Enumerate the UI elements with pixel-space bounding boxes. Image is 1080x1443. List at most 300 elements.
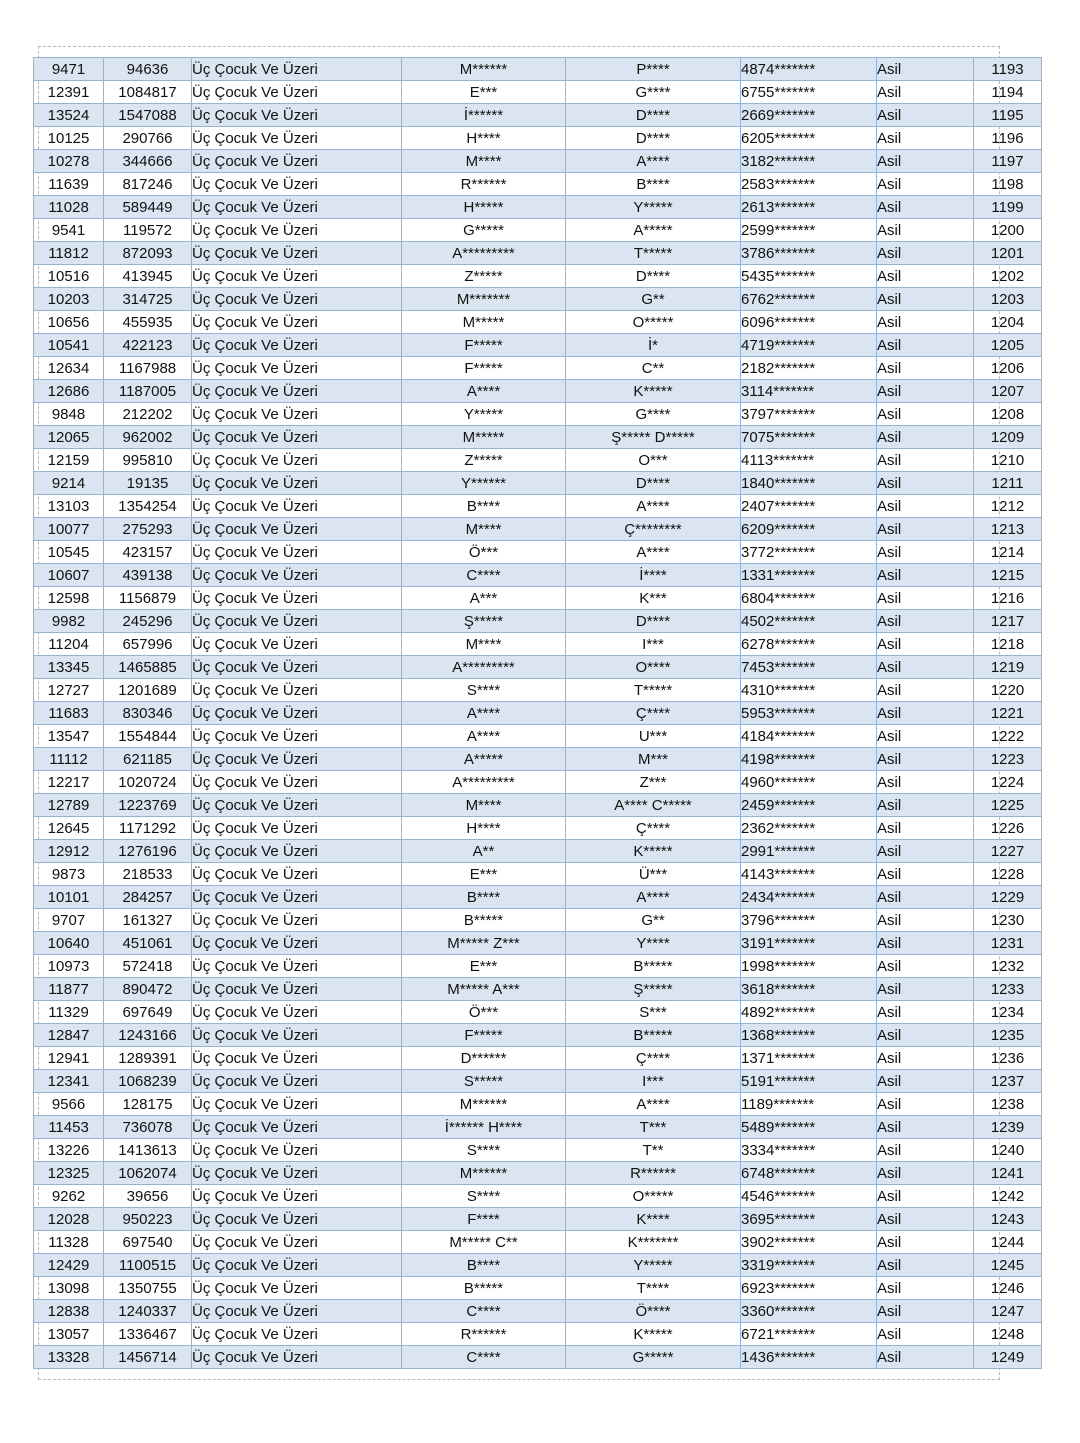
- table-row: [34, 725, 1042, 748]
- cell-sira: 1240: [974, 1139, 1042, 1162]
- cell-durum: Asil: [877, 127, 974, 150]
- cell-basvuru-no: 1187005: [104, 380, 192, 403]
- cell-sira-no: 11639: [34, 173, 104, 196]
- table-row: [34, 150, 1042, 173]
- cell-tc-kimlik-no: 3797*******: [741, 403, 877, 426]
- cell-kategori: Üç Çocuk Ve Üzeri: [192, 426, 402, 449]
- cell-sira: 1245: [974, 1254, 1042, 1277]
- cell-sira-no: 12634: [34, 357, 104, 380]
- table-row: [34, 656, 1042, 679]
- table-row: [34, 564, 1042, 587]
- table-row: [34, 1254, 1042, 1277]
- cell-sira: 1237: [974, 1070, 1042, 1093]
- cell-tc-kimlik-no: 3319*******: [741, 1254, 877, 1277]
- cell-sira-no: 12065: [34, 426, 104, 449]
- cell-durum: Asil: [877, 1116, 974, 1139]
- table-row: [34, 495, 1042, 518]
- cell-durum: Asil: [877, 288, 974, 311]
- cell-sira: 1218: [974, 633, 1042, 656]
- cell-kategori: Üç Çocuk Ve Üzeri: [192, 1185, 402, 1208]
- cell-basvuru-no: 1354254: [104, 495, 192, 518]
- cell-basvuru-no: 1167988: [104, 357, 192, 380]
- cell-kategori: Üç Çocuk Ve Üzeri: [192, 541, 402, 564]
- cell-sira: 1247: [974, 1300, 1042, 1323]
- cell-durum: Asil: [877, 173, 974, 196]
- cell-kategori: Üç Çocuk Ve Üzeri: [192, 495, 402, 518]
- cell-basvuru-no: 314725: [104, 288, 192, 311]
- cell-ad: F*****: [402, 1024, 566, 1047]
- cell-basvuru-no: 451061: [104, 932, 192, 955]
- cell-basvuru-no: 1068239: [104, 1070, 192, 1093]
- table-row: [34, 1001, 1042, 1024]
- cell-tc-kimlik-no: 4502*******: [741, 610, 877, 633]
- cell-sira-no: 10656: [34, 311, 104, 334]
- cell-sira-no: 11204: [34, 633, 104, 656]
- bottom-dashed-frame-line: [38, 1379, 1000, 1380]
- cell-ad: M******: [402, 58, 566, 81]
- cell-soyad: Ş*****: [566, 978, 741, 1001]
- cell-sira-no: 10203: [34, 288, 104, 311]
- cell-durum: Asil: [877, 150, 974, 173]
- cell-sira: 1232: [974, 955, 1042, 978]
- table-row: [34, 265, 1042, 288]
- cell-soyad: A****: [566, 1093, 741, 1116]
- cell-durum: Asil: [877, 1162, 974, 1185]
- cell-soyad: K****: [566, 1208, 741, 1231]
- table-row: [34, 449, 1042, 472]
- cell-basvuru-no: 1336467: [104, 1323, 192, 1346]
- cell-durum: Asil: [877, 909, 974, 932]
- table-row: [34, 771, 1042, 794]
- cell-ad: B****: [402, 1254, 566, 1277]
- cell-tc-kimlik-no: 3902*******: [741, 1231, 877, 1254]
- cell-durum: Asil: [877, 426, 974, 449]
- cell-soyad: K*******: [566, 1231, 741, 1254]
- cell-durum: Asil: [877, 978, 974, 1001]
- table-row: [34, 1185, 1042, 1208]
- cell-durum: Asil: [877, 610, 974, 633]
- cell-sira-no: 9707: [34, 909, 104, 932]
- cell-basvuru-no: 275293: [104, 518, 192, 541]
- cell-tc-kimlik-no: 6721*******: [741, 1323, 877, 1346]
- cell-soyad: K*****: [566, 380, 741, 403]
- cell-basvuru-no: 1456714: [104, 1346, 192, 1369]
- cell-soyad: C**: [566, 357, 741, 380]
- cell-sira: 1193: [974, 58, 1042, 81]
- cell-tc-kimlik-no: 5953*******: [741, 702, 877, 725]
- cell-sira: 1248: [974, 1323, 1042, 1346]
- cell-ad: R******: [402, 1323, 566, 1346]
- cell-sira: 1195: [974, 104, 1042, 127]
- cell-sira-no: 10125: [34, 127, 104, 150]
- cell-tc-kimlik-no: 6923*******: [741, 1277, 877, 1300]
- cell-ad: M****: [402, 794, 566, 817]
- cell-kategori: Üç Çocuk Ve Üzeri: [192, 564, 402, 587]
- cell-basvuru-no: 1020724: [104, 771, 192, 794]
- cell-kategori: Üç Çocuk Ve Üzeri: [192, 656, 402, 679]
- cell-tc-kimlik-no: 1840*******: [741, 472, 877, 495]
- cell-sira-no: 12598: [34, 587, 104, 610]
- cell-sira: 1221: [974, 702, 1042, 725]
- cell-durum: Asil: [877, 265, 974, 288]
- cell-durum: Asil: [877, 1047, 974, 1070]
- cell-sira: 1226: [974, 817, 1042, 840]
- cell-basvuru-no: 1201689: [104, 679, 192, 702]
- cell-sira-no: 10545: [34, 541, 104, 564]
- cell-ad: B****: [402, 495, 566, 518]
- cell-soyad: A****: [566, 150, 741, 173]
- cell-basvuru-no: 950223: [104, 1208, 192, 1231]
- cell-basvuru-no: 128175: [104, 1093, 192, 1116]
- cell-tc-kimlik-no: 4892*******: [741, 1001, 877, 1024]
- cell-sira: 1239: [974, 1116, 1042, 1139]
- cell-sira-no: 10640: [34, 932, 104, 955]
- cell-kategori: Üç Çocuk Ve Üzeri: [192, 1300, 402, 1323]
- cell-kategori: Üç Çocuk Ve Üzeri: [192, 1277, 402, 1300]
- cell-durum: Asil: [877, 357, 974, 380]
- cell-sira: 1211: [974, 472, 1042, 495]
- cell-durum: Asil: [877, 1300, 974, 1323]
- table-row: [34, 748, 1042, 771]
- cell-sira-no: 12028: [34, 1208, 104, 1231]
- cell-basvuru-no: 1171292: [104, 817, 192, 840]
- cell-kategori: Üç Çocuk Ve Üzeri: [192, 1346, 402, 1369]
- cell-tc-kimlik-no: 6209*******: [741, 518, 877, 541]
- table-row: [34, 587, 1042, 610]
- cell-kategori: Üç Çocuk Ve Üzeri: [192, 449, 402, 472]
- cell-ad: M***** Z***: [402, 932, 566, 955]
- cell-durum: Asil: [877, 242, 974, 265]
- cell-sira-no: 9982: [34, 610, 104, 633]
- cell-sira: 1197: [974, 150, 1042, 173]
- cell-tc-kimlik-no: 5435*******: [741, 265, 877, 288]
- cell-durum: Asil: [877, 886, 974, 909]
- table-row: [34, 1300, 1042, 1323]
- cell-sira: 1230: [974, 909, 1042, 932]
- cell-sira-no: 12727: [34, 679, 104, 702]
- cell-sira: 1229: [974, 886, 1042, 909]
- cell-basvuru-no: 161327: [104, 909, 192, 932]
- cell-sira: 1207: [974, 380, 1042, 403]
- cell-tc-kimlik-no: 2407*******: [741, 495, 877, 518]
- cell-sira-no: 9541: [34, 219, 104, 242]
- cell-durum: Asil: [877, 794, 974, 817]
- cell-durum: Asil: [877, 219, 974, 242]
- cell-kategori: Üç Çocuk Ve Üzeri: [192, 1323, 402, 1346]
- cell-basvuru-no: 1062074: [104, 1162, 192, 1185]
- cell-soyad: T*****: [566, 242, 741, 265]
- cell-tc-kimlik-no: 3618*******: [741, 978, 877, 1001]
- table-row: [34, 81, 1042, 104]
- cell-sira-no: 12325: [34, 1162, 104, 1185]
- cell-ad: B*****: [402, 1277, 566, 1300]
- cell-durum: Asil: [877, 1277, 974, 1300]
- cell-sira: 1200: [974, 219, 1042, 242]
- cell-kategori: Üç Çocuk Ve Üzeri: [192, 1208, 402, 1231]
- cell-soyad: I***: [566, 633, 741, 656]
- cell-kategori: Üç Çocuk Ve Üzeri: [192, 173, 402, 196]
- cell-sira-no: 13098: [34, 1277, 104, 1300]
- cell-sira-no: 12847: [34, 1024, 104, 1047]
- cell-sira: 1208: [974, 403, 1042, 426]
- cell-soyad: I***: [566, 1070, 741, 1093]
- cell-soyad: A****: [566, 495, 741, 518]
- cell-durum: Asil: [877, 702, 974, 725]
- cell-sira: 1206: [974, 357, 1042, 380]
- table-row: [34, 1346, 1042, 1369]
- cell-tc-kimlik-no: 4546*******: [741, 1185, 877, 1208]
- table-row: [34, 679, 1042, 702]
- cell-ad: E***: [402, 81, 566, 104]
- cell-sira: 1249: [974, 1346, 1042, 1369]
- cell-ad: A*********: [402, 771, 566, 794]
- cell-sira: 1235: [974, 1024, 1042, 1047]
- cell-soyad: T****: [566, 1277, 741, 1300]
- cell-basvuru-no: 1465885: [104, 656, 192, 679]
- cell-tc-kimlik-no: 6804*******: [741, 587, 877, 610]
- cell-durum: Asil: [877, 196, 974, 219]
- cell-durum: Asil: [877, 1139, 974, 1162]
- cell-ad: S*****: [402, 1070, 566, 1093]
- cell-soyad: Z***: [566, 771, 741, 794]
- cell-basvuru-no: 572418: [104, 955, 192, 978]
- cell-tc-kimlik-no: 1189*******: [741, 1093, 877, 1116]
- cell-durum: Asil: [877, 380, 974, 403]
- cell-kategori: Üç Çocuk Ve Üzeri: [192, 288, 402, 311]
- cell-sira: 1198: [974, 173, 1042, 196]
- cell-basvuru-no: 1413613: [104, 1139, 192, 1162]
- cell-basvuru-no: 890472: [104, 978, 192, 1001]
- cell-sira-no: 12645: [34, 817, 104, 840]
- cell-sira: 1223: [974, 748, 1042, 771]
- cell-tc-kimlik-no: 6755*******: [741, 81, 877, 104]
- cell-basvuru-no: 290766: [104, 127, 192, 150]
- cell-sira-no: 11112: [34, 748, 104, 771]
- cell-durum: Asil: [877, 748, 974, 771]
- cell-kategori: Üç Çocuk Ve Üzeri: [192, 219, 402, 242]
- cell-sira: 1246: [974, 1277, 1042, 1300]
- cell-durum: Asil: [877, 1001, 974, 1024]
- cell-sira: 1234: [974, 1001, 1042, 1024]
- cell-kategori: Üç Çocuk Ve Üzeri: [192, 242, 402, 265]
- cell-sira: 1231: [974, 932, 1042, 955]
- cell-soyad: Ç****: [566, 817, 741, 840]
- table-row: [34, 702, 1042, 725]
- cell-ad: H****: [402, 127, 566, 150]
- cell-durum: Asil: [877, 58, 974, 81]
- cell-kategori: Üç Çocuk Ve Üzeri: [192, 633, 402, 656]
- cell-tc-kimlik-no: 5191*******: [741, 1070, 877, 1093]
- cell-ad: Z*****: [402, 449, 566, 472]
- cell-basvuru-no: 830346: [104, 702, 192, 725]
- cell-tc-kimlik-no: 3191*******: [741, 932, 877, 955]
- cell-kategori: Üç Çocuk Ve Üzeri: [192, 978, 402, 1001]
- cell-sira: 1213: [974, 518, 1042, 541]
- cell-basvuru-no: 1084817: [104, 81, 192, 104]
- cell-kategori: Üç Çocuk Ve Üzeri: [192, 863, 402, 886]
- cell-sira-no: 12686: [34, 380, 104, 403]
- cell-basvuru-no: 962002: [104, 426, 192, 449]
- table-row: [34, 334, 1042, 357]
- cell-ad: A*********: [402, 656, 566, 679]
- cell-tc-kimlik-no: 3786*******: [741, 242, 877, 265]
- cell-kategori: Üç Çocuk Ve Üzeri: [192, 1093, 402, 1116]
- cell-sira: 1219: [974, 656, 1042, 679]
- table-row: [34, 472, 1042, 495]
- cell-sira-no: 11812: [34, 242, 104, 265]
- cell-durum: Asil: [877, 1070, 974, 1093]
- cell-kategori: Üç Çocuk Ve Üzeri: [192, 311, 402, 334]
- table-row: [34, 1162, 1042, 1185]
- cell-kategori: Üç Çocuk Ve Üzeri: [192, 58, 402, 81]
- cell-durum: Asil: [877, 81, 974, 104]
- cell-tc-kimlik-no: 1998*******: [741, 955, 877, 978]
- cell-soyad: T**: [566, 1139, 741, 1162]
- table-row: [34, 794, 1042, 817]
- cell-soyad: B*****: [566, 1024, 741, 1047]
- cell-tc-kimlik-no: 6096*******: [741, 311, 877, 334]
- cell-ad: F*****: [402, 334, 566, 357]
- cell-basvuru-no: 736078: [104, 1116, 192, 1139]
- cell-sira-no: 11683: [34, 702, 104, 725]
- cell-ad: B*****: [402, 909, 566, 932]
- cell-soyad: K*****: [566, 840, 741, 863]
- cell-soyad: D****: [566, 127, 741, 150]
- cell-durum: Asil: [877, 1231, 974, 1254]
- cell-soyad: T*****: [566, 679, 741, 702]
- cell-ad: E***: [402, 863, 566, 886]
- cell-sira-no: 9873: [34, 863, 104, 886]
- cell-ad: Ö***: [402, 1001, 566, 1024]
- cell-basvuru-no: 19135: [104, 472, 192, 495]
- cell-ad: A****: [402, 380, 566, 403]
- cell-tc-kimlik-no: 2669*******: [741, 104, 877, 127]
- cell-tc-kimlik-no: 6205*******: [741, 127, 877, 150]
- cell-sira-no: 11877: [34, 978, 104, 1001]
- cell-sira-no: 10541: [34, 334, 104, 357]
- table-row: [34, 886, 1042, 909]
- table-row: [34, 1208, 1042, 1231]
- cell-sira-no: 13226: [34, 1139, 104, 1162]
- table-row: [34, 127, 1042, 150]
- cell-soyad: Y*****: [566, 196, 741, 219]
- cell-soyad: Y****: [566, 932, 741, 955]
- cell-soyad: G**: [566, 909, 741, 932]
- cell-sira-no: 10607: [34, 564, 104, 587]
- cell-durum: Asil: [877, 633, 974, 656]
- cell-soyad: Ü***: [566, 863, 741, 886]
- cell-soyad: K***: [566, 587, 741, 610]
- cell-kategori: Üç Çocuk Ve Üzeri: [192, 380, 402, 403]
- cell-kategori: Üç Çocuk Ve Üzeri: [192, 886, 402, 909]
- cell-durum: Asil: [877, 771, 974, 794]
- cell-ad: F****: [402, 1208, 566, 1231]
- cell-sira-no: 10278: [34, 150, 104, 173]
- cell-soyad: M***: [566, 748, 741, 771]
- cell-sira-no: 12941: [34, 1047, 104, 1070]
- cell-durum: Asil: [877, 587, 974, 610]
- cell-basvuru-no: 439138: [104, 564, 192, 587]
- cell-tc-kimlik-no: 2599*******: [741, 219, 877, 242]
- cell-tc-kimlik-no: 3796*******: [741, 909, 877, 932]
- cell-ad: C****: [402, 1346, 566, 1369]
- cell-sira-no: 12912: [34, 840, 104, 863]
- cell-durum: Asil: [877, 817, 974, 840]
- cell-sira: 1243: [974, 1208, 1042, 1231]
- table-row: [34, 426, 1042, 449]
- cell-ad: A****: [402, 725, 566, 748]
- cell-ad: S****: [402, 1185, 566, 1208]
- table-row: [34, 311, 1042, 334]
- cell-sira-no: 13345: [34, 656, 104, 679]
- cell-sira: 1217: [974, 610, 1042, 633]
- cell-tc-kimlik-no: 3114*******: [741, 380, 877, 403]
- cell-ad: Z*****: [402, 265, 566, 288]
- cell-ad: A***: [402, 587, 566, 610]
- cell-basvuru-no: 422123: [104, 334, 192, 357]
- cell-tc-kimlik-no: 2583*******: [741, 173, 877, 196]
- table-row: [34, 518, 1042, 541]
- cell-kategori: Üç Çocuk Ve Üzeri: [192, 771, 402, 794]
- cell-durum: Asil: [877, 104, 974, 127]
- table-row: [34, 1116, 1042, 1139]
- table-row: [34, 840, 1042, 863]
- cell-kategori: Üç Çocuk Ve Üzeri: [192, 81, 402, 104]
- cell-kategori: Üç Çocuk Ve Üzeri: [192, 702, 402, 725]
- cell-tc-kimlik-no: 2613*******: [741, 196, 877, 219]
- cell-basvuru-no: 621185: [104, 748, 192, 771]
- cell-sira: 1241: [974, 1162, 1042, 1185]
- cell-sira: 1214: [974, 541, 1042, 564]
- cell-basvuru-no: 212202: [104, 403, 192, 426]
- cell-tc-kimlik-no: 1371*******: [741, 1047, 877, 1070]
- cell-ad: S****: [402, 679, 566, 702]
- cell-durum: Asil: [877, 334, 974, 357]
- cell-kategori: Üç Çocuk Ve Üzeri: [192, 1001, 402, 1024]
- cell-durum: Asil: [877, 840, 974, 863]
- cell-basvuru-no: 817246: [104, 173, 192, 196]
- table-row: [34, 1047, 1042, 1070]
- cell-kategori: Üç Çocuk Ve Üzeri: [192, 840, 402, 863]
- cell-sira: 1242: [974, 1185, 1042, 1208]
- cell-sira-no: 13057: [34, 1323, 104, 1346]
- cell-basvuru-no: 1240337: [104, 1300, 192, 1323]
- cell-soyad: Y*****: [566, 1254, 741, 1277]
- cell-kategori: Üç Çocuk Ve Üzeri: [192, 334, 402, 357]
- table-row: [34, 1139, 1042, 1162]
- cell-ad: M****: [402, 633, 566, 656]
- cell-kategori: Üç Çocuk Ve Üzeri: [192, 955, 402, 978]
- cell-sira-no: 10516: [34, 265, 104, 288]
- cell-tc-kimlik-no: 7075*******: [741, 426, 877, 449]
- cell-durum: Asil: [877, 955, 974, 978]
- cell-basvuru-no: 697649: [104, 1001, 192, 1024]
- cell-sira: 1205: [974, 334, 1042, 357]
- cell-basvuru-no: 423157: [104, 541, 192, 564]
- cell-tc-kimlik-no: 2434*******: [741, 886, 877, 909]
- cell-ad: S****: [402, 1139, 566, 1162]
- cell-kategori: Üç Çocuk Ve Üzeri: [192, 104, 402, 127]
- cell-tc-kimlik-no: 4719*******: [741, 334, 877, 357]
- table-row: [34, 610, 1042, 633]
- cell-tc-kimlik-no: 3334*******: [741, 1139, 877, 1162]
- cell-basvuru-no: 1547088: [104, 104, 192, 127]
- cell-tc-kimlik-no: 2991*******: [741, 840, 877, 863]
- cell-durum: Asil: [877, 932, 974, 955]
- cell-sira-no: 9214: [34, 472, 104, 495]
- cell-tc-kimlik-no: 4198*******: [741, 748, 877, 771]
- table-row: [34, 1323, 1042, 1346]
